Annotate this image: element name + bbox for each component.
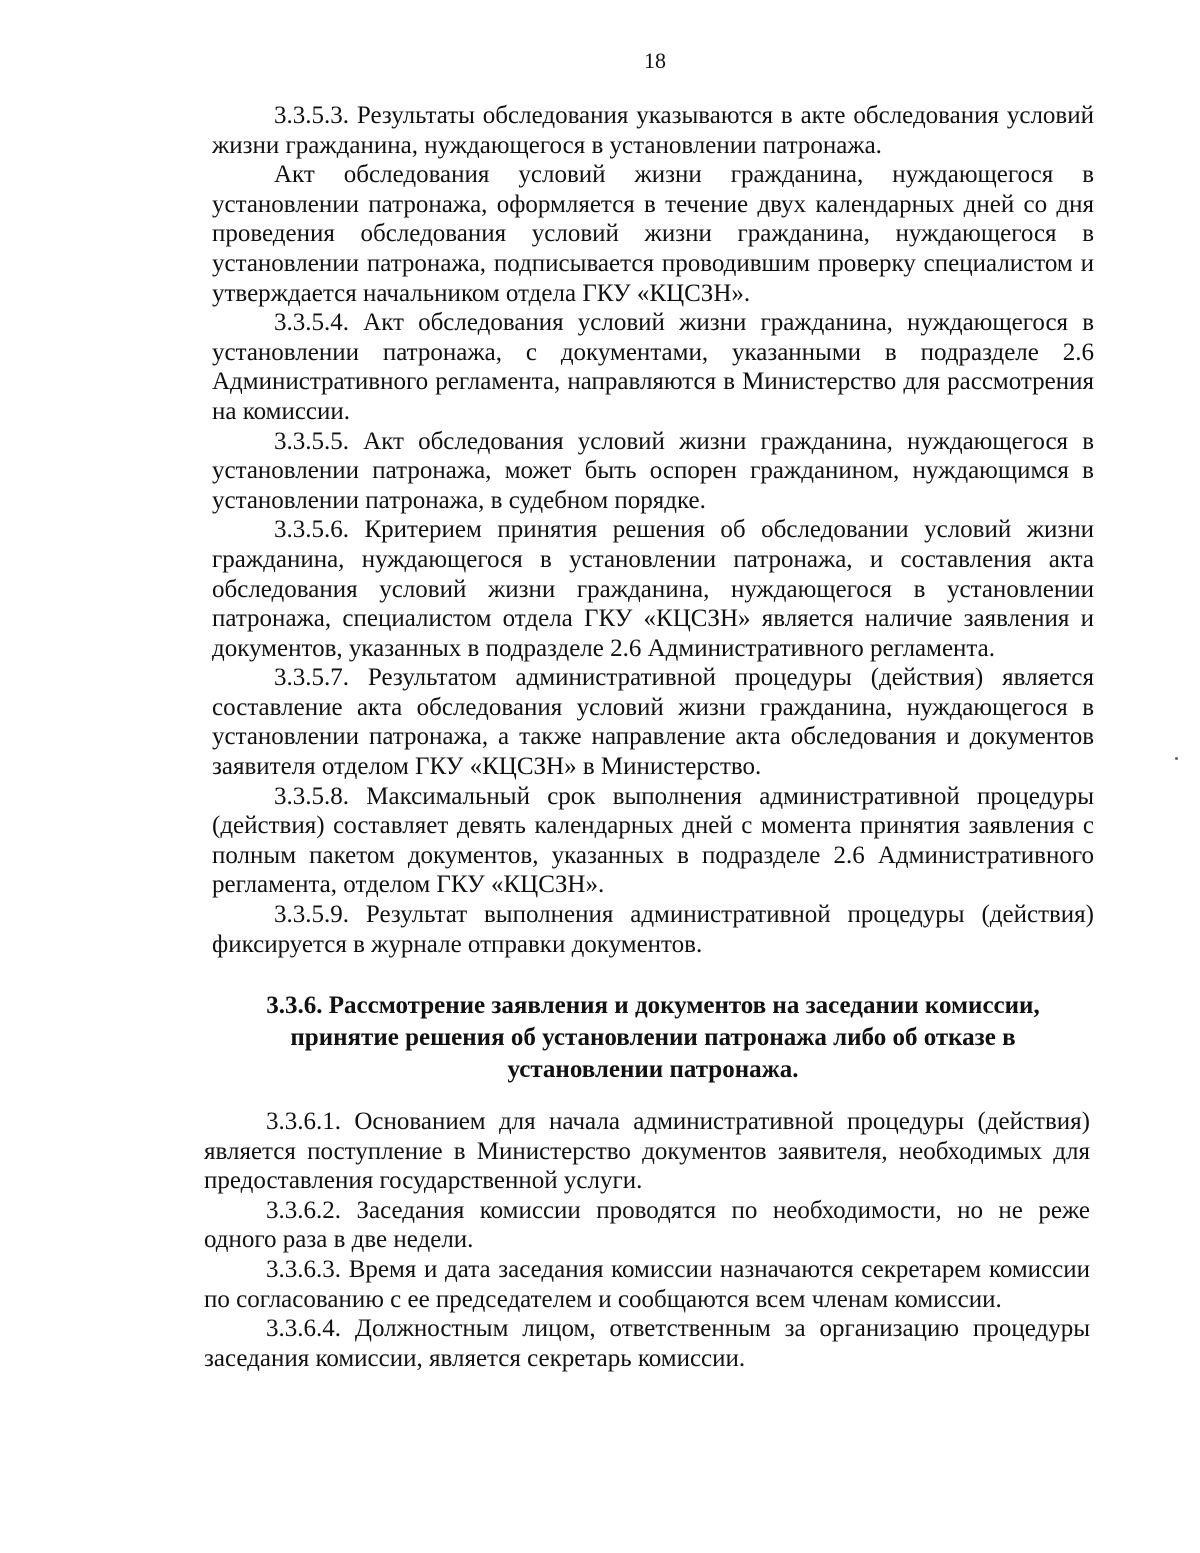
paragraph-3-3-5-4: 3.3.5.4. Акт обследования условий жизни гражданина, нуждающегося в установлении патронажа, с документами, указанными в подразделе 2.6 Административного регламента, направляются в Министерство для рассмотрения на комиссии. bbox=[212, 309, 1094, 425]
paragraph-3-3-6-1: 3.3.6.1. Основанием для начала административной процедуры (действия) является поступление в Министерство документов заявителя, необходимых для предоставления государственной услуги. bbox=[204, 1108, 1090, 1195]
paragraph-3-3-6-3: 3.3.6.3. Время и дата заседания комиссии назначаются секретарем комиссии по согласованию с ее председателем и сообщаются всем членам комиссии. bbox=[204, 1255, 1090, 1313]
paragraph-3-3-5-3: 3.3.5.3. Результаты обследования указываются в акте обследования условий жизни гражданина, нуждающегося в установлении патронажа. bbox=[212, 102, 1094, 159]
heading-line: 3.3.6. Рассмотрение заявления и документов на заседании комиссии, bbox=[266, 992, 1040, 1019]
paragraph-act-registration: Акт обследования условий жизни гражданина, нуждающегося в установлении патронажа, оформляется в течение двух календарных дней со дня проведения обследования условий жизни гражданина, нуждающегося в установлении патронажа, подписывается проводившим проверку специалистом и утверждается начальником отдела ГКУ «КЦСЗН». bbox=[212, 161, 1094, 307]
paragraph-3-3-5-6: 3.3.5.6. Критерием принятия решения об обследовании условий жизни гражданина, нуждающегося в установлении патронажа, и составления акта обследования условий жизни гражданина, нуждающегося в установлении патронажа, специалистом отдела ГКУ «КЦСЗН» является наличие заявления и документов, указанных в подразделе 2.6 Административного регламента. bbox=[212, 516, 1094, 662]
paragraph-3-3-6-2: 3.3.6.2. Заседания комиссии проводятся по необходимости, но не реже одного раза в две недели. bbox=[204, 1196, 1090, 1254]
paragraph-3-3-5-5: 3.3.5.5. Акт обследования условий жизни гражданина, нуждающегося в установлении патронажа, может быть оспорен гражданином, нуждающимся в установлении патронажа, в судебном порядке. bbox=[212, 427, 1094, 514]
paragraph-3-3-5-9: 3.3.5.9. Результат выполнения административной процедуры (действия) фиксируется в журнале отправки документов. bbox=[212, 901, 1094, 958]
heading-line: установлении патронажа. bbox=[507, 1056, 799, 1083]
paragraph-3-3-5-8: 3.3.5.8. Максимальный срок выполнения административной процедуры (действия) составляет девять календарных дней с момента принятия заявления с полным пакетом документов, указанных в подразделе 2.6 Административного регламента, отделом ГКУ «КЦСЗН». bbox=[212, 782, 1094, 899]
section-heading-3-3-6 bbox=[212, 990, 1094, 1086]
section-3-3-6-text bbox=[204, 1107, 1090, 1373]
section-3-3-5-text bbox=[212, 101, 1094, 959]
heading-line: принятие решения об установлении патронажа либо об отказе в bbox=[290, 1024, 1016, 1051]
paragraph-3-3-6-4: 3.3.6.4. Должностным лицом, ответственным за организацию процедуры заседания комиссии, является секретарь комиссии. bbox=[204, 1315, 1090, 1372]
paragraph-3-3-5-7: 3.3.5.7. Результатом административной процедуры (действия) является составление акта обследования условий жизни гражданина, нуждающегося в установлении патронажа, а также направление акта обследования и документов заявителя отделом ГКУ «КЦСЗН» в Министерство. bbox=[212, 664, 1094, 781]
page-number: 18 bbox=[644, 48, 666, 73]
scan-speck bbox=[1175, 757, 1178, 760]
